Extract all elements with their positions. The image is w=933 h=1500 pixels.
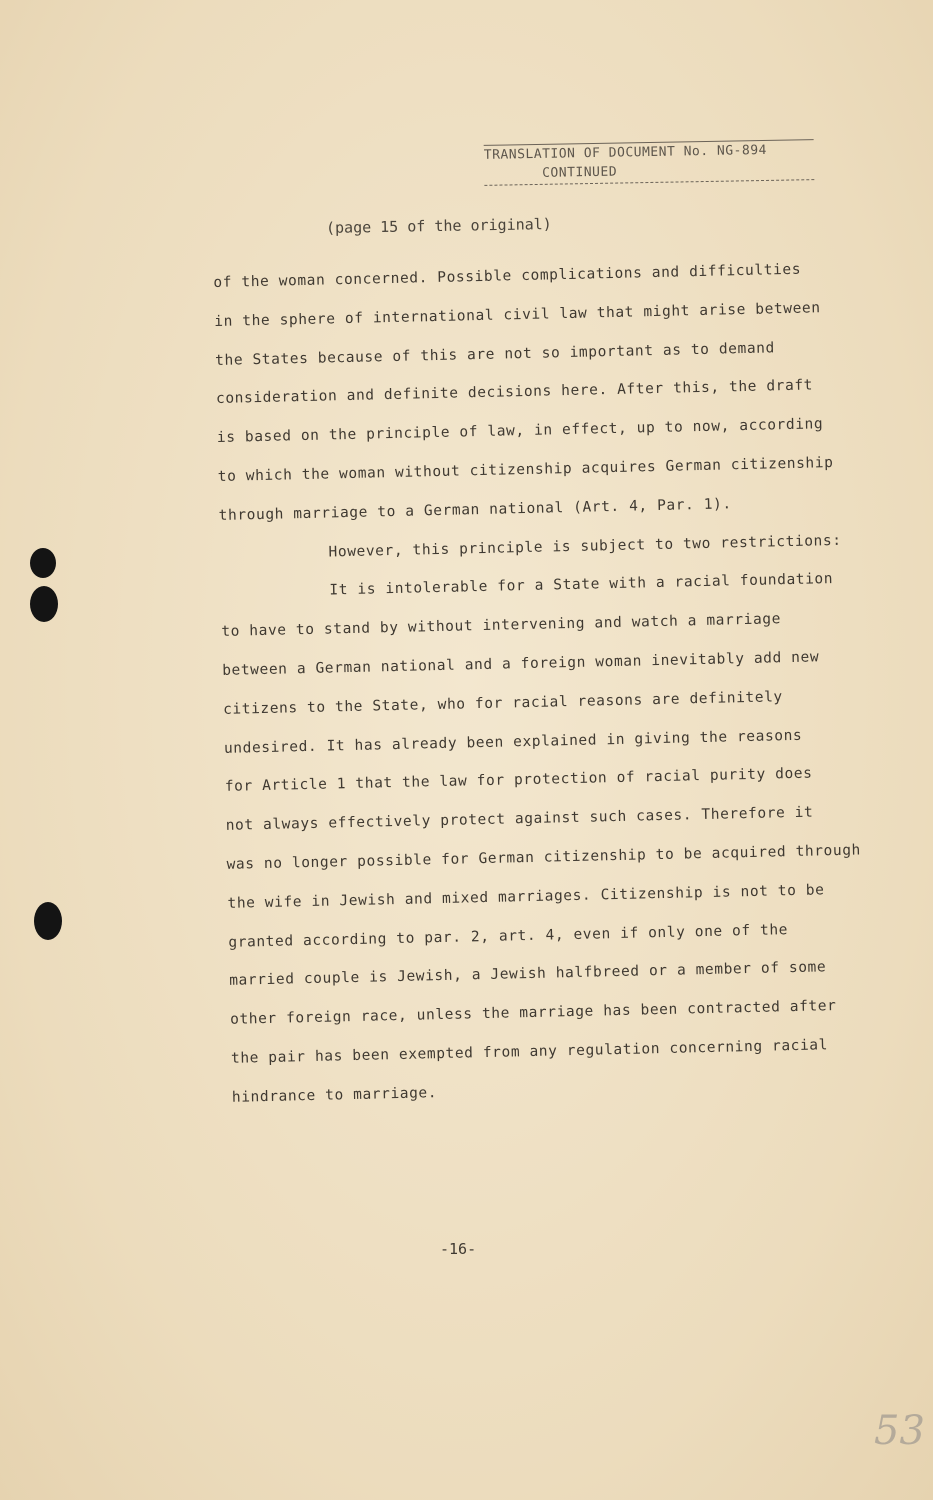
body-line: hindrance to marriage. [231, 1084, 438, 1106]
punch-hole [30, 548, 56, 578]
header-rule [484, 179, 814, 186]
body-line: the pair has been exempted from any regulation concerning racial [230, 1037, 829, 1067]
body-text [213, 249, 882, 1117]
header-title: TRANSLATION OF DOCUMENT No. NG-894 [484, 139, 814, 163]
body-line: to which the woman without citizenship acquires German citizenship [217, 454, 834, 485]
body-line: of the woman concerned. Possible complications and difficulties [213, 261, 802, 291]
body-line: not always effectively protect against such cases. Therefore it [225, 804, 814, 835]
original-page-note: (page 15 of the original) [325, 215, 552, 237]
body-line: through marriage to a German national (Art. 4, Par. 1). [218, 496, 732, 524]
body-line: consideration and definite decisions here. After this, the draft [215, 377, 814, 408]
body-line: married couple is Jewish, a Jewish halfbreed or a member of some [229, 959, 827, 990]
punch-hole [34, 902, 62, 940]
punch-hole [30, 586, 58, 622]
body-line: to have to stand by without intervening and watch a marriage [221, 611, 782, 641]
page-number: -16- [440, 1240, 477, 1258]
body-line: was no longer possible for German citizenship to be acquired through [226, 842, 862, 873]
body-line: the wife in Jewish and mixed marriages. Citizenship is not to be [227, 882, 825, 912]
body-line: undesired. It has already been explained in giving the reasons [223, 727, 803, 757]
body-line: It is intolerable for a State with a racial foundation [329, 571, 834, 599]
archive-number: 53 [874, 1408, 925, 1454]
body-line: in the sphere of international civil law that might arise between [214, 300, 821, 330]
document-header [484, 139, 815, 186]
body-line: granted according to par. 2, art. 4, even if only one of the [228, 921, 789, 951]
header-continued: CONTINUED [542, 164, 618, 181]
body-line: is based on the principle of law, in effect, up to now, according [216, 416, 824, 447]
body-line: citizens to the State, who for racial reasons are definitely [222, 688, 783, 718]
body-line: other foreign race, unless the marriage has been contracted after [229, 998, 837, 1028]
body-line: However, this principle is subject to two restrictions: [328, 532, 842, 561]
body-line: for Article 1 that the law for protection of racial purity does [224, 765, 813, 796]
body-line: between a German national and a foreign woman inevitably add new [222, 649, 820, 679]
body-line: the States because of this are not so important as to demand [215, 339, 776, 369]
